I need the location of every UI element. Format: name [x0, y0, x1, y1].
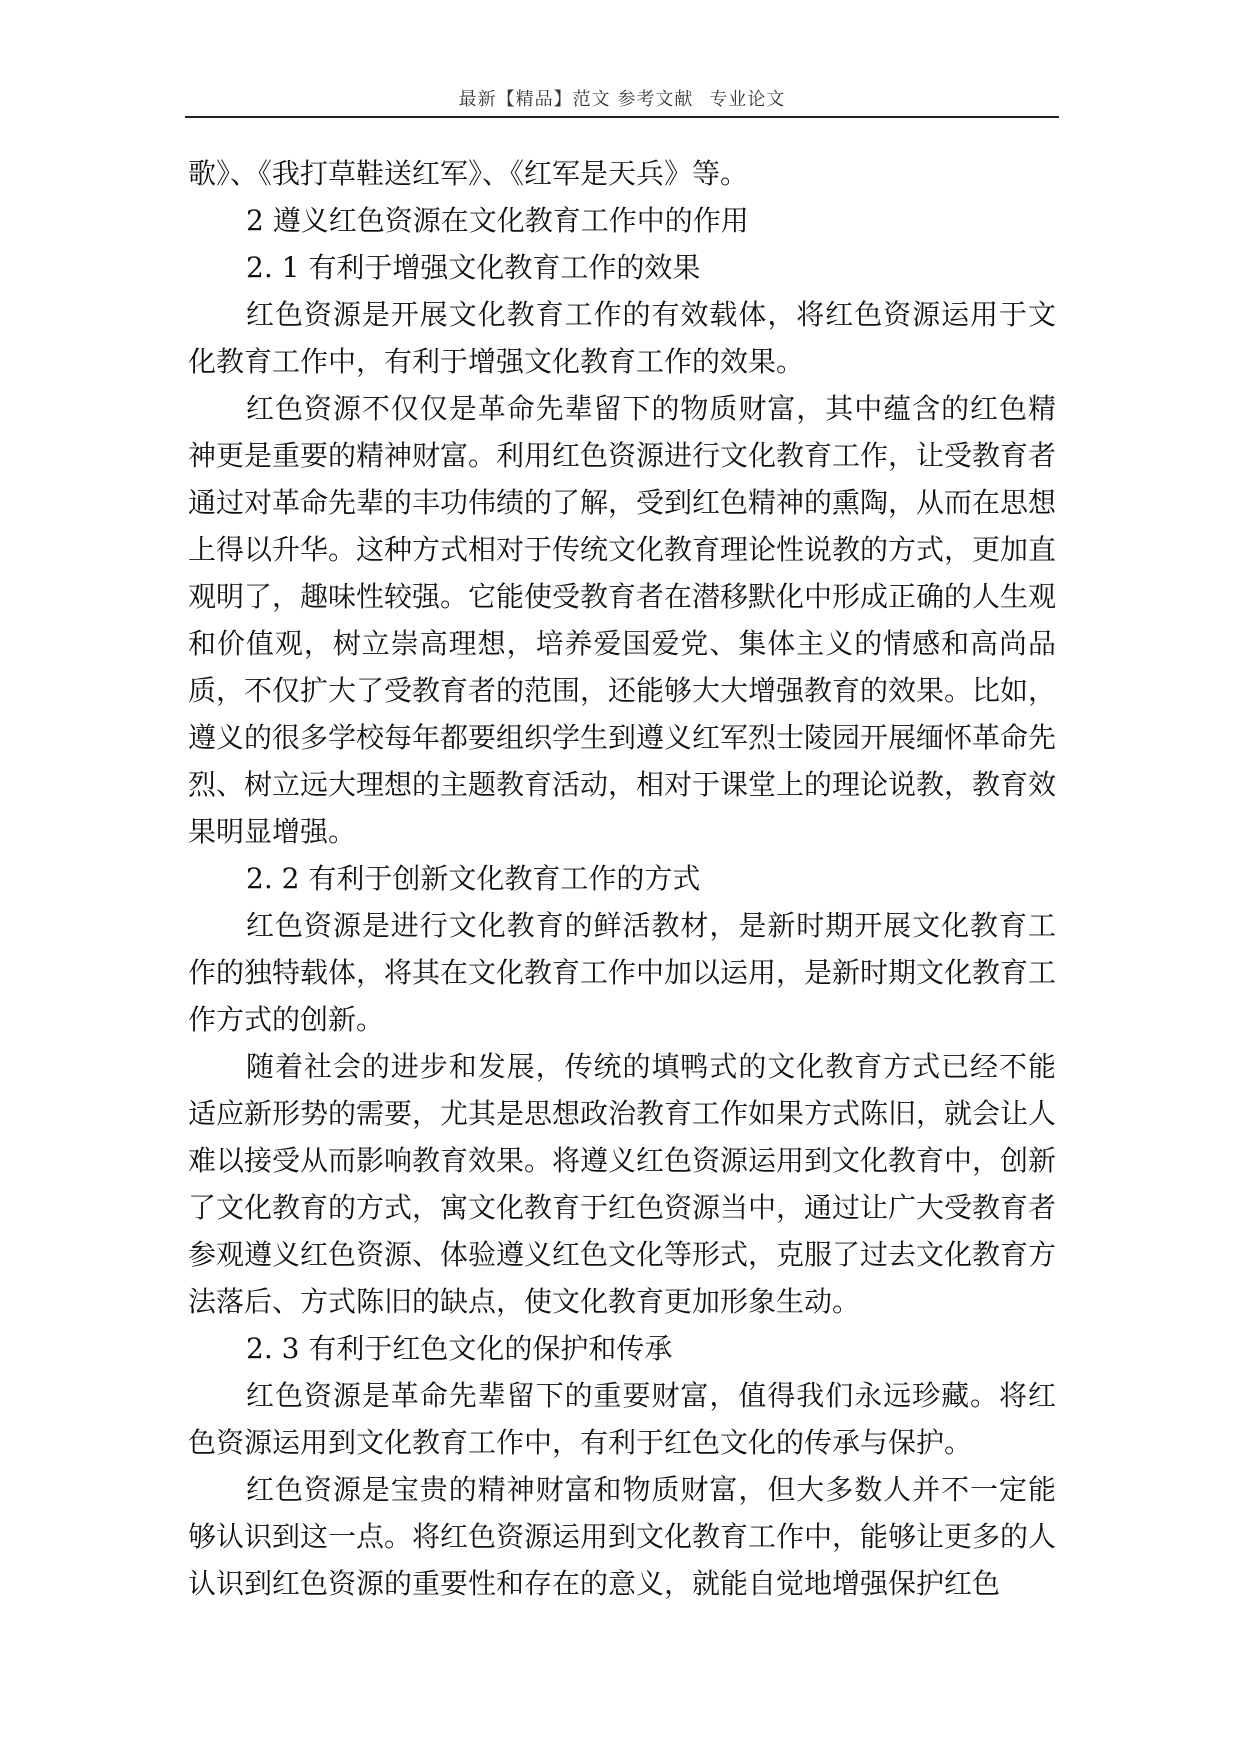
subsection-heading-2-1: 2. 1 有利于增强文化教育工作的效果: [246, 251, 701, 284]
document-body: [188, 150, 1056, 1607]
section-heading-2: 2 遵义红色资源在文化教育工作中的作用: [246, 204, 749, 237]
paragraph: 红色资源是宝贵的精神财富和物质财富，但大多数人并不一定能够认识到这一点。将红色资源运用到文化教育工作中，能够让更多的人认识到红色资源的重要性和存在的意义，就能自觉地增强保护红色: [188, 1473, 1057, 1600]
header-title: 最新【精品】范文 参考文献: [458, 89, 694, 110]
subsection-heading-2-2: 2. 2 有利于创新文化教育工作的方式: [246, 862, 701, 895]
header-subtitle: 专业论文: [709, 89, 786, 110]
subsection-heading-2-3: 2. 3 有利于红色文化的保护和传承: [246, 1332, 673, 1365]
paragraph: 红色资源是进行文化教育的鲜活教材，是新时期开展文化教育工作的独特载体，将其在文化教育工作中加以运用，是新时期文化教育工作方式的创新。: [188, 909, 1057, 1036]
page-header: [185, 84, 1059, 118]
paragraph: 随着社会的进步和发展，传统的填鸭式的文化教育方式已经不能适应新形势的需要，尤其是思想政治教育工作如果方式陈旧，就会让人难以接受从而影响教育效果。将遵义红色资源运用到文化教育中，创新了文化教育的方式，寓文化教育于红色资源当中，通过让广大受教育者参观遵义红色资源、体验遵义红色文化等形式，克服了过去文化教育方法落后、方式陈旧的缺点，使文化教育更加形象生动。: [188, 1050, 1057, 1318]
paragraph-continuation: 歌》、《我打草鞋送红军》、《红军是天兵》等。: [188, 157, 749, 190]
paragraph: 红色资源是革命先辈留下的重要财富，值得我们永远珍藏。将红色资源运用到文化教育工作中，有利于红色文化的传承与保护。: [188, 1379, 1056, 1459]
paragraph: 红色资源不仅仅是革命先辈留下的物质财富，其中蕴含的红色精神更是重要的精神财富。利用红色资源进行文化教育工作，让受教育者通过对革命先辈的丰功伟绩的了解，受到红色精神的熏陶，从而在思想上得以升华。这种方式相对于传统文化教育理论性说教的方式，更加直观明了，趣味性较强。它能使受教育者在潜移默化中形成正确的人生观和价值观，树立崇高理想，培养爱国爱党、集体主义的情感和高尚品质，不仅扩大了受教育者的范围，还能够大大增强教育的效果。比如，遵义的很多学校每年都要组织学生到遵义红军烈士陵园开展缅怀革命先烈、树立远大理想的主题教育活动，相对于课堂上的理论说教，教育效果明显增强。: [188, 392, 1057, 848]
paragraph: 红色资源是开展文化教育工作的有效载体，将红色资源运用于文化教育工作中，有利于增强文化教育工作的效果。: [188, 298, 1056, 378]
